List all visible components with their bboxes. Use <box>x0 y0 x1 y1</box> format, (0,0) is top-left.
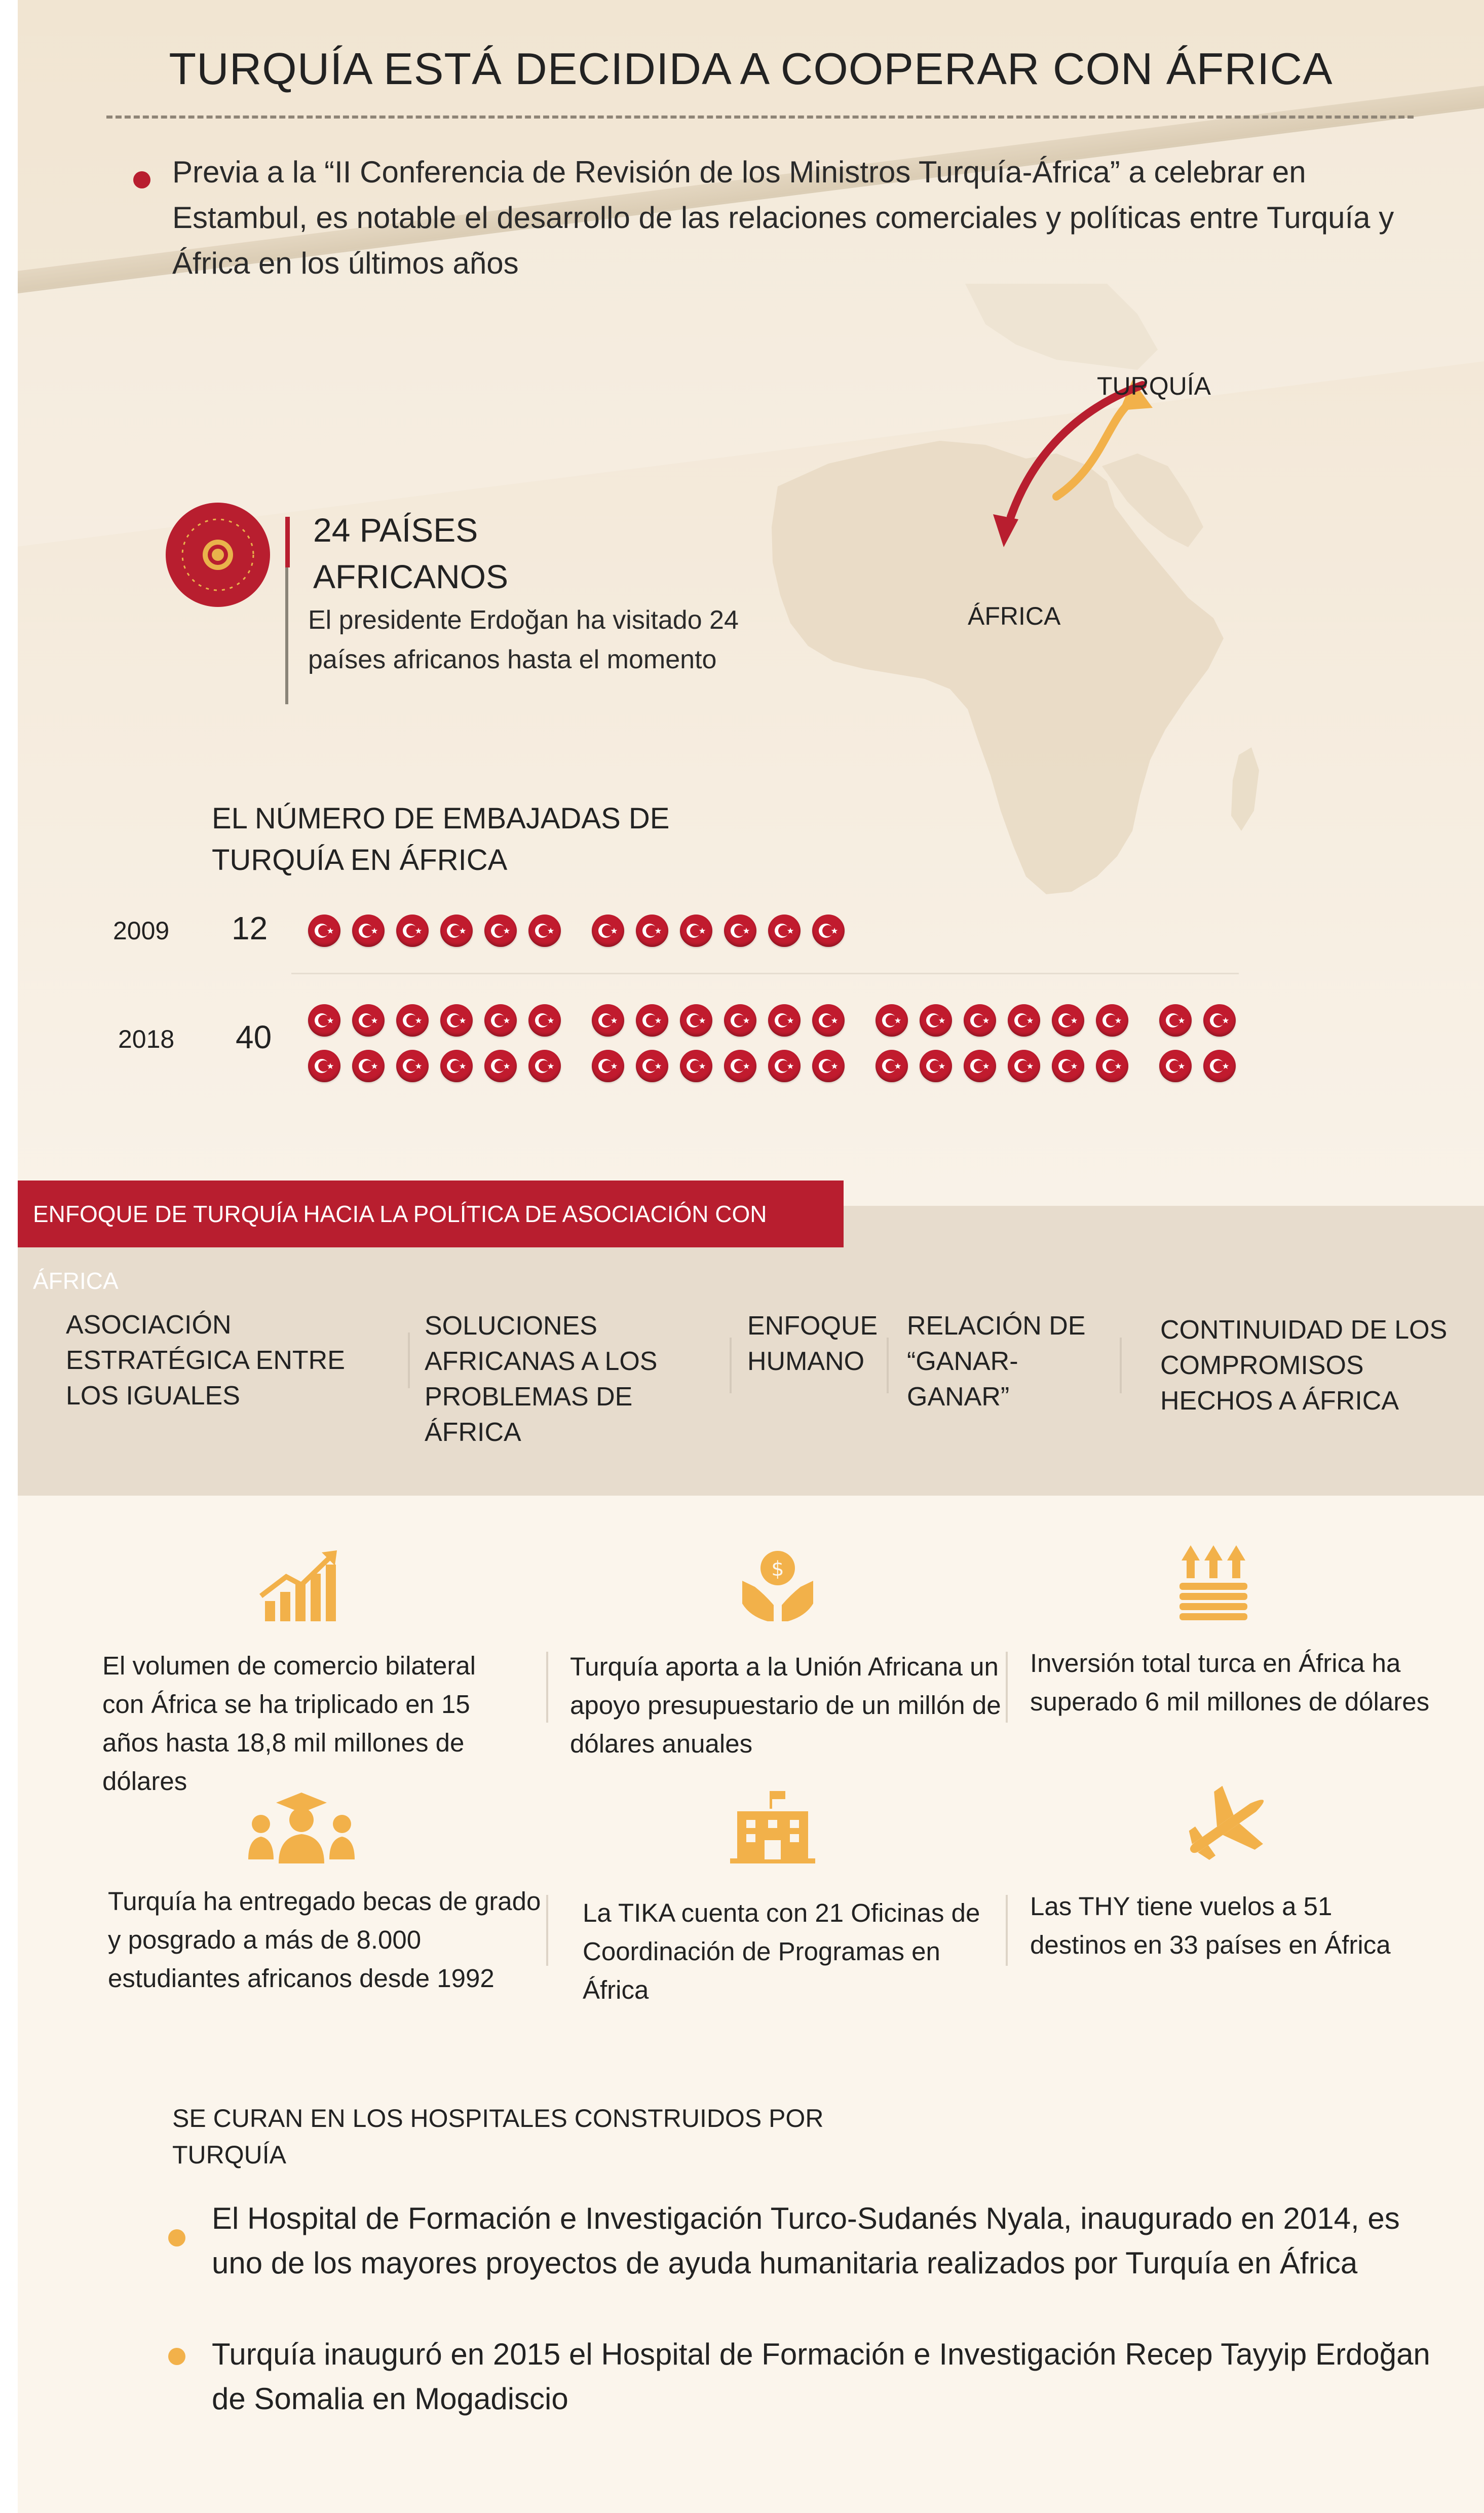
year-2018: 2018 <box>118 1025 175 1053</box>
hospital-bullet <box>168 2229 185 2247</box>
turkish-flag-icon <box>484 915 517 947</box>
embassies-row-divider <box>291 973 1239 974</box>
approach-separator <box>887 1338 889 1393</box>
visits-divider <box>285 567 288 704</box>
turkish-flag-icon <box>592 1050 624 1082</box>
approach-item-5: CONTINUIDAD DE LOS COMPROMISOS HECHOS A ÁFRICA <box>1160 1315 1448 1416</box>
stat-investment: Inversión total turca en África ha superado 6 mil millones de dólares <box>1030 1649 1430 1716</box>
count-2009: 12 <box>232 910 268 946</box>
turkish-flag-icon <box>352 1050 385 1082</box>
airplane-icon <box>1178 1786 1274 1867</box>
turkish-flag-icon <box>396 915 429 947</box>
turkish-flag-icon <box>1096 1050 1128 1082</box>
turkish-flag-icon <box>1052 1004 1084 1037</box>
turkish-flag-icon <box>1203 1050 1236 1082</box>
turkish-flag-icon <box>724 1050 756 1082</box>
turkish-flag-icon <box>440 915 473 947</box>
turkish-flag-icon <box>528 915 561 947</box>
turkish-flag-icon <box>964 1004 996 1037</box>
turkish-flag-icon <box>920 1050 952 1082</box>
turkish-flag-icon <box>876 1004 908 1037</box>
stat-trade-volume: El volumen de comercio bilateral con África se ha triplicado en 15 años hasta 18,8 mil millones de dólares <box>102 1651 476 1796</box>
turkish-flag-icon <box>636 1004 668 1037</box>
stat-au-support: Turquía aporta a la Unión Africana un apoyo presupuestario de un millón de dólares anuales <box>570 1652 1001 1758</box>
approach-separator <box>408 1332 410 1388</box>
turkish-flag-icon <box>308 915 340 947</box>
turkish-flag-icon <box>352 1004 385 1037</box>
madagascar <box>1231 747 1259 831</box>
embassies-title <box>212 798 769 881</box>
visits-title-line1: 24 PAÍSES <box>313 511 478 549</box>
africa-map <box>702 284 1462 983</box>
turkish-flag-icon <box>396 1004 429 1037</box>
title-divider <box>106 116 1414 119</box>
turkish-flag-icon <box>484 1050 517 1082</box>
approach-item-2: SOLUCIONES AFRICANAS A LOS PROBLEMAS DE ÁFRICA <box>425 1311 658 1447</box>
turkish-flag-icon <box>680 1050 712 1082</box>
hands-money-icon <box>737 1545 818 1626</box>
approach-header: ENFOQUE DE TURQUÍA HACIA LA POLÍTICA DE ASOCIACIÓN CON ÁFRICA <box>18 1181 844 1247</box>
label-turquia: TURQUÍA <box>1097 372 1211 400</box>
turkish-flag-icon <box>680 1004 712 1037</box>
turkish-flag-icon <box>768 1004 801 1037</box>
graduate-students-icon <box>246 1788 357 1864</box>
turkish-flag-icon <box>308 1004 340 1037</box>
turkish-flag-icon <box>636 1050 668 1082</box>
turkish-flag-icon <box>528 1050 561 1082</box>
stat-separator <box>546 1652 548 1723</box>
stat-separator <box>1006 1652 1008 1723</box>
visits-accent-bar <box>285 517 290 567</box>
count-2018: 40 <box>236 1019 272 1055</box>
bar-chart-growth-icon <box>256 1545 342 1626</box>
hospital-item-1: El Hospital de Formación e Investigación Turco-Sudanés Nyala, inaugurado en 2014, es uno de los mayores proyectos de ayuda humanitaria realizados por Turquía en África <box>212 2201 1400 2280</box>
svg-text:$: $ <box>771 1557 784 1581</box>
turkish-flag-icon <box>396 1050 429 1082</box>
approach-item-4: RELACIÓN DE “GANAR-GANAR” <box>907 1311 1086 1412</box>
visits-title-line2: AFRICANOS <box>313 558 509 595</box>
page-title: TURQUÍA ESTÁ DECIDIDA A COOPERAR CON ÁFRICA <box>169 44 1333 94</box>
year-2009: 2009 <box>113 917 170 945</box>
stat-separator <box>546 1895 548 1966</box>
infographic-page <box>18 0 1484 2513</box>
turkish-flag-icon <box>1052 1050 1084 1082</box>
europe-land <box>965 284 1158 370</box>
turkish-flag-icon <box>920 1004 952 1037</box>
turkish-flag-icon <box>592 1004 624 1037</box>
intro-text: Previa a la “II Conferencia de Revisión de los Ministros Turquía-África” a celebrar en Estambul, es notable el desarrollo de las relaciones comerciales y políticas entre Turquía y África en los últimos años <box>172 155 1394 280</box>
approach-item-3: ENFOQUE HUMANO <box>747 1311 878 1376</box>
turkish-flag-icon <box>768 915 801 947</box>
visits-description: El presidente Erdoğan ha visitado 24 países africanos hasta el momento <box>308 605 739 674</box>
coins-investment-icon <box>1175 1540 1251 1621</box>
approach-separator <box>730 1338 732 1393</box>
office-building-icon <box>727 1788 818 1864</box>
turkish-flag-icon <box>440 1050 473 1082</box>
stat-separator <box>1006 1895 1008 1966</box>
embassies-title-line1: EL NÚMERO DE EMBAJADAS DE <box>212 802 670 835</box>
hospital-bullet <box>168 2348 185 2365</box>
turkish-flag-icon <box>1203 1004 1236 1037</box>
turkish-flag-icon <box>636 915 668 947</box>
visits-title <box>313 507 508 600</box>
turkish-flag-icon <box>812 915 845 947</box>
turkish-flag-icon <box>964 1050 996 1082</box>
turkish-flag-icon <box>528 1004 561 1037</box>
turkish-flag-icon <box>352 915 385 947</box>
approach-item-1: ASOCIACIÓN ESTRATÉGICA ENTRE LOS IGUALES <box>66 1310 345 1411</box>
intro-bullet <box>133 171 150 188</box>
turkish-flag-icon <box>768 1050 801 1082</box>
turkish-flag-icon <box>724 915 756 947</box>
turkish-flag-icon <box>592 915 624 947</box>
turkish-flag-icon <box>1159 1050 1192 1082</box>
label-africa: ÁFRICA <box>968 602 1061 630</box>
turkish-flag-icon <box>1096 1004 1128 1037</box>
stat-tika: La TIKA cuenta con 21 Oficinas de Coordinación de Programas en África <box>583 1898 980 2004</box>
stat-scholarships: Turquía ha entregado becas de grado y posgrado a más de 8.000 estudiantes africanos desde 1992 <box>108 1887 541 1993</box>
turkish-flag-icon <box>724 1004 756 1037</box>
turkish-flag-icon <box>440 1004 473 1037</box>
hospital-item-2: Turquía inauguró en 2015 el Hospital de Formación e Investigación Recep Tayyip Erdoğan de Somalia en Mogadiscio <box>212 2337 1430 2416</box>
presidential-seal-icon <box>165 502 271 608</box>
stat-thy: Las THY tiene vuelos a 51 destinos en 33 países en África <box>1030 1892 1391 1959</box>
turkish-flag-icon <box>1008 1004 1040 1037</box>
approach-separator <box>1120 1338 1122 1393</box>
turkish-flag-icon <box>876 1050 908 1082</box>
approach-band-top <box>844 1206 1484 1247</box>
embassies-title-line2: TURQUÍA EN ÁFRICA <box>212 844 508 877</box>
turkish-flag-icon <box>1159 1004 1192 1037</box>
turkish-flag-icon <box>812 1050 845 1082</box>
turkish-flag-icon <box>812 1004 845 1037</box>
turkish-flag-icon <box>484 1004 517 1037</box>
turkish-flag-icon <box>680 915 712 947</box>
hospitals-title: SE CURAN EN LOS HOSPITALES CONSTRUIDOS POR TURQUÍA <box>172 2104 824 2169</box>
turkish-flag-icon <box>308 1050 340 1082</box>
turkish-flag-icon <box>1008 1050 1040 1082</box>
